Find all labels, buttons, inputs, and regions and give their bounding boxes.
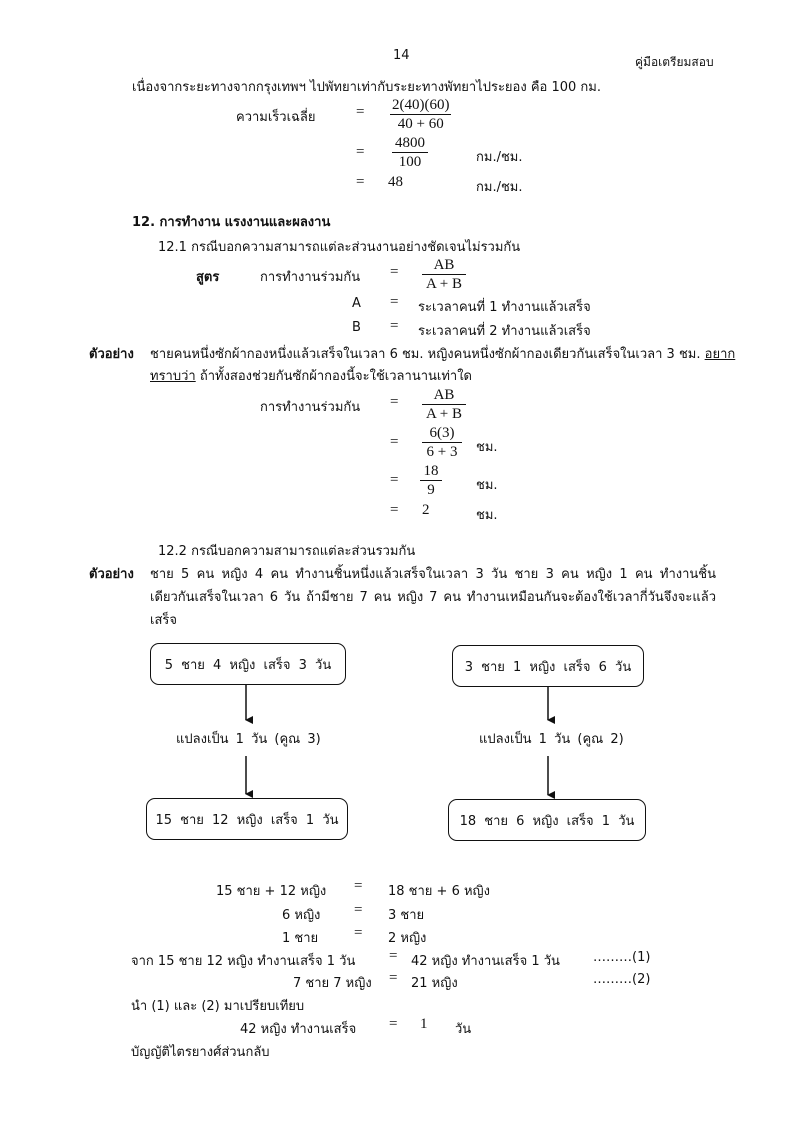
- right-convert-label: แปลงเป็น 1 วัน (คูณ 2): [479, 732, 624, 747]
- left-bottom-text: 15 ชาย 12 หญิง เสร็จ 1 วัน: [155, 812, 339, 828]
- denominator: 40 + 60: [397, 116, 444, 132]
- equation-ref-2: ………(2): [593, 972, 651, 987]
- solution-row-1-left: 15 ชาย + 12 หญิง: [216, 884, 327, 899]
- example-1-underlined-1: อยาก: [704, 347, 736, 362]
- solution-row-8: บัญญัติไตรยางศ์ส่วนกลับ: [131, 1045, 270, 1060]
- example-2-line-1: ชาย 5 คน หญิง 4 คน ทำงานชิ้นหนึ่งแล้วเสร็จในเวลา 3 วัน ชาย 3 คน หญิง 1 คน ทำงานชิ้น: [150, 567, 716, 582]
- section-title: 12. การทำงาน แรงงานและผลงาน: [132, 215, 331, 230]
- solution-row-3-right: 2 หญิง: [388, 931, 427, 946]
- unit-label: กม./ชม.: [476, 180, 523, 195]
- work-together-label: การทำงานร่วมกัน: [260, 400, 361, 415]
- equals-sign: =: [389, 1016, 398, 1032]
- example-1-result: 2: [422, 502, 430, 518]
- denominator: 6 + 3: [426, 444, 458, 460]
- variable-a: A: [352, 296, 361, 311]
- numerator: AB: [422, 386, 466, 405]
- example-2-line-2: เดียวกันเสร็จในเวลา 6 วัน ถ้ามีชาย 7 คน หญิง 7 คน ทำงานเหมือนกันจะต้องใช้เวลากี่วันจึงจะแล้ว: [150, 590, 716, 605]
- numerator: 2(40)(60): [392, 97, 450, 113]
- numerator: 4800: [392, 134, 428, 153]
- solution-row-5-left: 7 ชาย 7 หญิง: [293, 976, 372, 991]
- solution-row-2-right: 3 ชาย: [388, 908, 425, 923]
- avg-speed-label: ความเร็วเฉลี่ย: [236, 110, 316, 125]
- numerator: 18: [420, 462, 442, 481]
- hours-unit: ชม.: [476, 440, 498, 455]
- subsection-12-1: 12.1 กรณีบอกความสามารถแต่ละส่วนงานอย่างชัดเจนไม่รวมกัน: [158, 240, 521, 255]
- solution-row-6: นำ (1) และ (2) มาเปรียบเทียบ: [131, 999, 305, 1014]
- equals-sign: =: [354, 902, 363, 918]
- solution-row-3-left: 1 ชาย: [282, 931, 319, 946]
- solution-row-1-right: 18 ชาย + 6 หญิง: [388, 884, 490, 899]
- example-1-text-rest: ถ้าทั้งสองช่วยกันซักผ้ากองนี้จะใช้เวลานานเท่าใด: [195, 369, 472, 384]
- equals-sign: =: [390, 472, 399, 488]
- formula-label: สูตร: [196, 270, 220, 285]
- solution-row-7-left: 42 หญิง ทำงานเสร็จ: [240, 1022, 357, 1037]
- equals-sign: =: [356, 174, 365, 190]
- left-top-text: 5 ชาย 4 หญิง เสร็จ 3 วัน: [164, 657, 332, 673]
- right-top-text: 3 ชาย 1 หญิง เสร็จ 6 วัน: [464, 659, 632, 675]
- hours-unit: ชม.: [476, 508, 498, 523]
- equals-sign: =: [390, 318, 399, 334]
- unit-label: กม./ชม.: [476, 150, 523, 165]
- numerator: 6(3): [422, 424, 462, 443]
- page-number: 14: [393, 48, 410, 63]
- variable-b: B: [352, 320, 361, 335]
- speed-result: 48: [388, 174, 403, 190]
- equals-sign: =: [390, 294, 399, 310]
- equals-sign: =: [354, 925, 363, 941]
- book-title: คู่มือเตรียมสอบ: [635, 55, 714, 69]
- equals-sign: =: [390, 502, 399, 518]
- equals-sign: =: [356, 104, 365, 120]
- example-label: ตัวอย่าง: [89, 567, 134, 582]
- solution-row-4-left: จาก 15 ชาย 12 หญิง ทำงานเสร็จ 1 วัน: [131, 954, 356, 969]
- equals-sign: =: [354, 878, 363, 894]
- intro-sentence: เนื่องจากระยะทางจากกรุงเทพฯ ไปพัทยาเท่ากับระยะทางพัทยาไประยอง คือ 100 กม.: [132, 80, 601, 95]
- denominator: 100: [398, 154, 422, 170]
- example-label: ตัวอย่าง: [89, 347, 134, 362]
- denominator: 9: [427, 482, 435, 498]
- numerator: AB: [422, 256, 466, 275]
- denominator: A + B: [426, 276, 462, 292]
- denominator: A + B: [426, 406, 462, 422]
- example-1-text: ชายคนหนึ่งซักผ้ากองหนึ่งแล้วเสร็จในเวลา 6 ชม. หญิงคนหนึ่งซักผ้ากองเดียวกันเสร็จในเวลา 3 ชม.: [150, 347, 701, 362]
- example-1-underlined-2: ทราบว่า: [150, 369, 196, 384]
- equals-sign: =: [389, 948, 398, 964]
- equals-sign: =: [390, 394, 399, 410]
- solution-row-5-right: 21 หญิง: [411, 976, 458, 991]
- example-2-line-3: เสร็จ: [150, 613, 177, 628]
- right-bottom-text: 18 ชาย 6 หญิง เสร็จ 1 วัน: [459, 813, 635, 829]
- equation-ref-1: ………(1): [593, 950, 651, 965]
- equals-sign: =: [389, 970, 398, 986]
- left-convert-label: แปลงเป็น 1 วัน (คูณ 3): [176, 732, 321, 747]
- solution-row-2-left: 6 หญิง: [282, 908, 321, 923]
- solution-row-7-unit: วัน: [455, 1022, 472, 1037]
- variable-a-description: ระเวลาคนที่ 1 ทำงานแล้วเสร็จ: [418, 300, 591, 315]
- equals-sign: =: [390, 264, 399, 280]
- solution-row-7-value: 1: [420, 1016, 428, 1032]
- equals-sign: =: [356, 144, 365, 160]
- equals-sign: =: [390, 434, 399, 450]
- work-together-label: การทำงานร่วมกัน: [260, 270, 361, 285]
- solution-row-4-right: 42 หญิง ทำงานเสร็จ 1 วัน: [411, 954, 560, 969]
- variable-b-description: ระเวลาคนที่ 2 ทำงานแล้วเสร็จ: [418, 324, 591, 339]
- hours-unit: ชม.: [476, 478, 498, 493]
- subsection-12-2: 12.2 กรณีบอกความสามารถแต่ละส่วนรวมกัน: [158, 544, 416, 559]
